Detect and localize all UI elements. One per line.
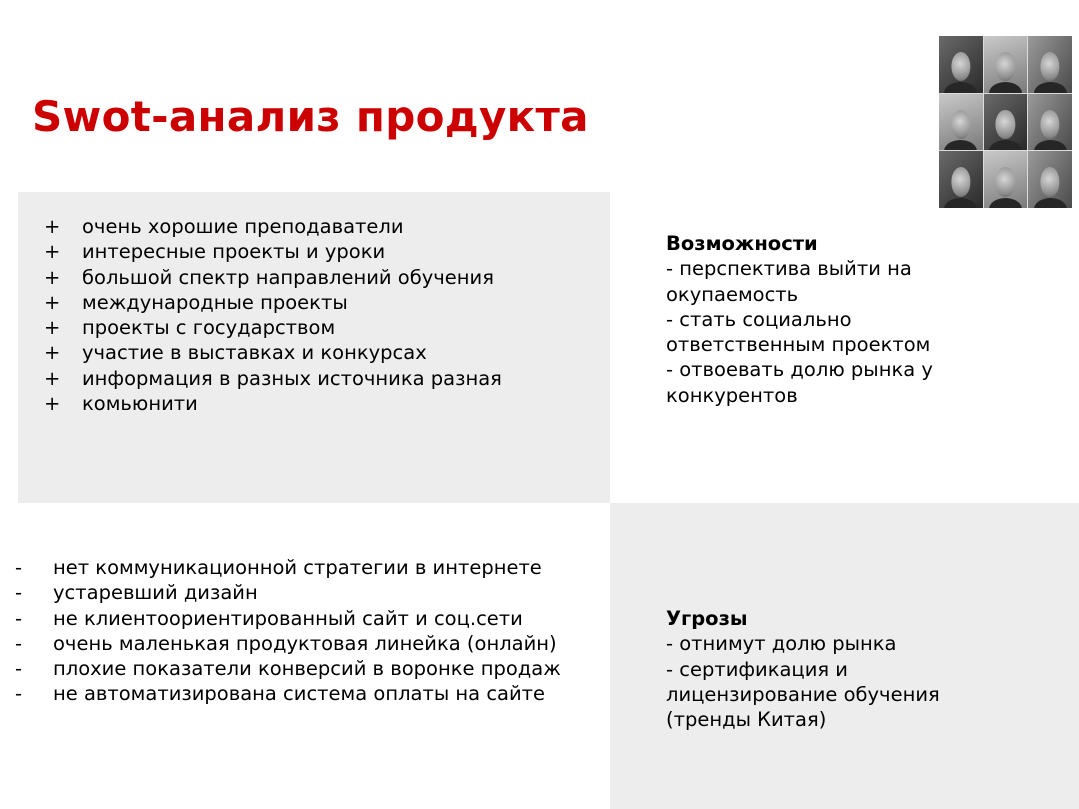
opportunities-text <box>666 231 966 408</box>
list-item: + проекты с государством <box>44 316 336 340</box>
plus-marker: + <box>44 366 61 390</box>
plus-marker: + <box>44 240 61 264</box>
plus-marker: + <box>44 341 61 365</box>
minus-marker: - <box>15 631 23 655</box>
person-photo-icon <box>984 94 1028 151</box>
list-item: - очень маленькая продуктовая линейка (онлайн) <box>15 631 557 655</box>
threat-line: - отнимут долю рынка <box>666 632 897 656</box>
opportunity-line: - отвоевать долю рынка у конкурентов <box>666 358 933 407</box>
person-photo-icon <box>1028 36 1072 93</box>
list-item: + комьюнити <box>44 392 198 416</box>
threats-heading: Угрозы <box>666 607 748 630</box>
list-item: + большой спектр направлений обучения <box>44 265 494 289</box>
plus-marker: + <box>44 265 61 289</box>
list-item: - плохие показатели конверсий в воронке продаж <box>15 657 561 681</box>
list-item: + участие в выставках и конкурсах <box>44 341 427 365</box>
person-photo-icon <box>939 94 983 151</box>
list-item: + очень хорошие преподаватели <box>44 215 404 238</box>
plus-marker: + <box>44 290 61 314</box>
list-item: - устаревший дизайн <box>15 581 258 605</box>
list-item: - не автоматизирована система оплаты на сайте <box>15 682 546 706</box>
team-photo-collage <box>939 36 1072 208</box>
weaknesses-list <box>15 555 603 707</box>
minus-marker: - <box>15 581 23 605</box>
strengths-list <box>44 214 602 416</box>
opportunities-heading: Возможности <box>666 232 818 255</box>
list-item: + международные проекты <box>44 290 348 314</box>
minus-marker: - <box>15 556 23 579</box>
plus-marker: + <box>44 392 61 416</box>
minus-marker: - <box>15 682 23 706</box>
plus-marker: + <box>44 316 61 340</box>
person-photo-icon <box>984 36 1028 93</box>
plus-marker: + <box>44 215 61 238</box>
page-title: Swot-анализ продукта <box>32 92 589 141</box>
person-photo-icon <box>1028 94 1072 151</box>
minus-marker: - <box>15 606 23 630</box>
person-photo-icon <box>939 36 983 93</box>
list-item: - не клиентоориентированный сайт и соц.сети <box>15 606 523 630</box>
list-item: - нет коммуникационной стратегии в интернете <box>15 556 542 579</box>
threats-text <box>666 606 976 732</box>
list-item: + интересные проекты и уроки <box>44 240 386 264</box>
threat-line: - сертификация и лицензирование обучения (тренды Китая) <box>666 657 940 732</box>
opportunity-line: - стать социально ответственным проектом <box>666 307 931 357</box>
minus-marker: - <box>15 657 23 681</box>
opportunity-line: - перспектива выйти на окупаемость <box>666 257 912 306</box>
list-item: + информация в разных источника разная <box>44 366 502 390</box>
